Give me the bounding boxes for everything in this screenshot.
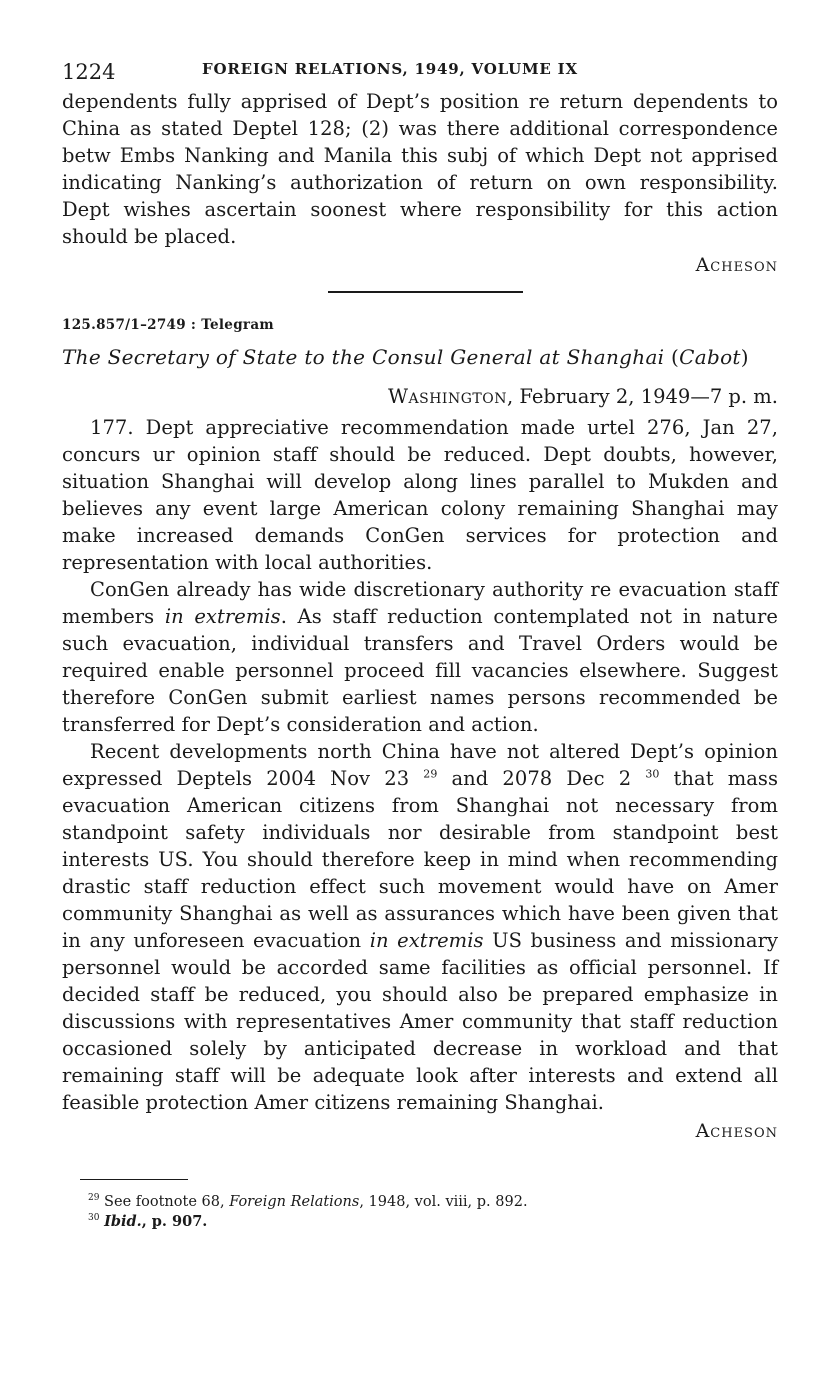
telegram-paragraph-2 <box>62 576 778 738</box>
footnote-30-italic: Ibid. <box>104 1213 142 1230</box>
previous-signature-text: Acheson <box>695 254 778 276</box>
section-divider <box>328 291 523 293</box>
dateline-date: , February 2, 1949—7 p. m. <box>506 385 778 408</box>
footnote-30-marker: 30 <box>88 1213 100 1224</box>
document-title-paren-close: ) <box>740 345 749 369</box>
footnote-29-italic: Foreign Relations <box>229 1194 360 1210</box>
signature-text: Acheson <box>695 1120 778 1142</box>
paragraph-2-italic: in extremis <box>164 605 281 628</box>
file-reference: 125.857/1–2749 : Telegram <box>62 317 274 333</box>
footnote-30 <box>88 1212 778 1232</box>
paragraph-2-part-b: . As staff reduction contemplated not in nature such evacuation, individual transfers and Travel Orders would be required enable personnel proceed fill vacancies elsewhere. Suggest therefore ConGen submit earliest names persons recommended be transferred for Dept’s consideration and action. <box>62 605 778 736</box>
footnote-29-marker: 29 <box>88 1193 100 1204</box>
document-title-paren-open: ( <box>671 345 680 369</box>
dateline-place: Washington <box>387 385 507 408</box>
telegram-paragraph-1: 177. Dept appreciative recommendation made urtel 276, Jan 27, concurs ur opinion staff should be reduced. Dept doubts, however, situation Shanghai will develop along lines parallel to Mukden and believes any event large American colony remaining Shanghai may make increased demands ConGen services for protection and representation with local authorities. <box>62 416 778 574</box>
footnote-ref-29[interactable]: 29 <box>423 767 438 781</box>
document-page <box>62 56 778 1232</box>
paragraph-3-part-c: that mass evacuation American citizens from Shanghai not necessary from standpoint safety individuals nor desirable from standpoint best interests US. You should therefore keep in mind when recommending drastic staff reduction effect such movement would have on Amer community Shanghai as well as assurances which have been given that in any unforeseen evacuation <box>62 767 779 952</box>
footnote-30-text-b: , p. 907. <box>141 1213 208 1230</box>
paragraph-3-part-d: US business and missionary personnel would be accorded same facilities as official personnel. If decided staff be reduced, you should also be prepared emphasize in discussions with representatives Amer community that staff reduction occasioned solely by anticipated decrease in workload and that remaining staff will be adequate look after interests and extend all feasible protection Amer citizens remaining Shanghai. <box>62 929 779 1114</box>
footnote-ref-30[interactable]: 30 <box>645 767 660 781</box>
running-head <box>62 56 778 86</box>
footnote-29-text-b: , 1948, vol. viii, p. 892. <box>359 1194 528 1210</box>
footnote-29 <box>88 1192 778 1212</box>
document-title <box>62 345 778 369</box>
document-title-main: The Secretary of State to the Consul General at Shanghai <box>62 345 665 369</box>
previous-document-closing-text: dependents fully apprised of Dept’s position re return dependents to China as stated Deptel 128; (2) was there additional correspondence betw Embs Nanking and Manila this subj of which Dept not apprised indicating Nanking’s authorization of return on own responsibility. Dept wishes ascertain soonest where responsibility for this action should be placed. <box>62 90 778 248</box>
paragraph-2-part-a: ConGen already has wide discretionary authority re evacuation staff members <box>62 578 778 628</box>
previous-document-signature <box>62 254 778 277</box>
paragraph-3-part-b: and 2078 Dec 2 <box>437 767 632 790</box>
footnote-rule <box>80 1179 188 1180</box>
footnote-29-text-a: See footnote 68, <box>99 1194 230 1210</box>
running-title: FOREIGN RELATIONS, 1949, VOLUME IX <box>202 60 578 78</box>
page-number: 1224 <box>62 60 116 84</box>
paragraph-3-italic: in extremis <box>369 929 484 952</box>
document-signature <box>62 1120 778 1143</box>
paragraph-3-part-a: Recent developments north China have not altered Dept’s opinion expressed Deptels 2004 Nov 23 <box>62 740 778 790</box>
telegram-paragraph-3 <box>62 738 778 1116</box>
dateline <box>62 385 778 408</box>
document-title-name: Cabot <box>679 345 741 369</box>
